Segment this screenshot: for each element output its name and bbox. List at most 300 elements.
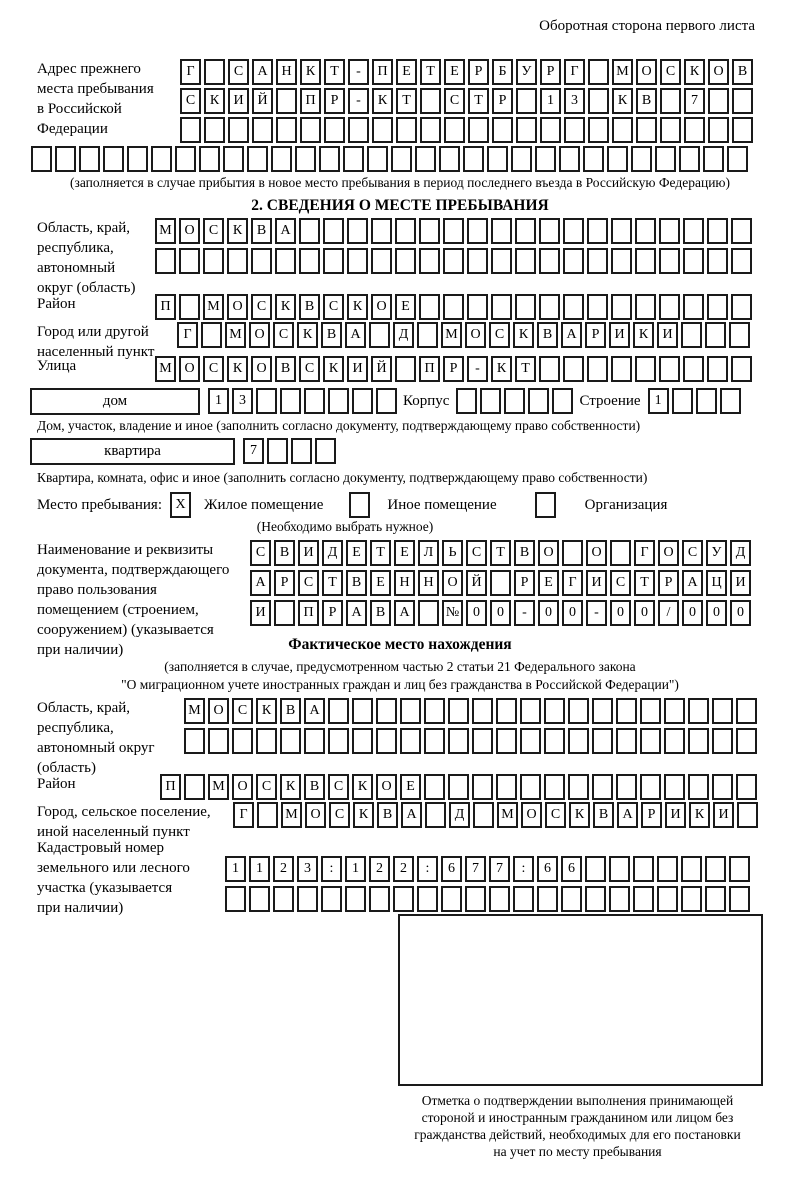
char-box bbox=[267, 438, 288, 464]
char-box: С bbox=[256, 774, 277, 800]
char-box bbox=[448, 774, 469, 800]
char-box bbox=[347, 218, 368, 244]
char-box: К bbox=[280, 774, 301, 800]
char-box: А bbox=[394, 600, 415, 626]
char-box: В bbox=[304, 774, 325, 800]
char-box: О bbox=[658, 540, 679, 566]
char-box bbox=[376, 388, 397, 414]
char-box bbox=[712, 774, 733, 800]
char-box bbox=[640, 698, 661, 724]
char-box bbox=[155, 248, 176, 274]
char-box: Р bbox=[324, 88, 345, 114]
char-box bbox=[204, 59, 225, 85]
char-box: Т bbox=[322, 570, 343, 596]
char-box: Ц bbox=[706, 570, 727, 596]
char-box bbox=[559, 146, 580, 172]
char-box: Г bbox=[634, 540, 655, 566]
char-box bbox=[297, 886, 318, 912]
char-box bbox=[127, 146, 148, 172]
char-box bbox=[705, 322, 726, 348]
char-box: И bbox=[298, 540, 319, 566]
char-box bbox=[441, 886, 462, 912]
char-box: М bbox=[184, 698, 205, 724]
char-box bbox=[424, 774, 445, 800]
char-box bbox=[511, 146, 532, 172]
char-box: Е bbox=[394, 540, 415, 566]
char-box: Е bbox=[346, 540, 367, 566]
char-box: К bbox=[204, 88, 225, 114]
char-box: 0 bbox=[682, 600, 703, 626]
actual-district-field bbox=[0, 774, 800, 800]
char-box bbox=[659, 294, 680, 320]
page-side-note: Оборотная сторона первого листа bbox=[539, 18, 755, 34]
char-box: 6 bbox=[561, 856, 582, 882]
char-box bbox=[291, 438, 312, 464]
char-box bbox=[544, 728, 565, 754]
char-box: И bbox=[657, 322, 678, 348]
char-box: Р bbox=[492, 88, 513, 114]
char-box: К bbox=[300, 59, 321, 85]
char-box bbox=[612, 117, 633, 143]
char-box bbox=[515, 294, 536, 320]
char-box: Е bbox=[395, 294, 416, 320]
char-box bbox=[496, 774, 517, 800]
char-box: 0 bbox=[706, 600, 727, 626]
char-box: С bbox=[323, 294, 344, 320]
char-box bbox=[587, 294, 608, 320]
char-box bbox=[443, 294, 464, 320]
char-box bbox=[659, 248, 680, 274]
stroenie-label: Строение bbox=[579, 393, 641, 409]
char-box bbox=[587, 218, 608, 244]
char-box: С bbox=[232, 698, 253, 724]
char-box bbox=[208, 728, 229, 754]
char-box: Г bbox=[564, 59, 585, 85]
char-box bbox=[655, 146, 676, 172]
char-box: Д bbox=[449, 802, 470, 828]
char-box bbox=[729, 856, 750, 882]
char-box: О bbox=[179, 218, 200, 244]
char-box: Р bbox=[585, 322, 606, 348]
char-box bbox=[419, 294, 440, 320]
document-rows bbox=[250, 540, 800, 626]
char-box: Т bbox=[370, 540, 391, 566]
char-box: П bbox=[155, 294, 176, 320]
char-box bbox=[707, 356, 728, 382]
char-box bbox=[395, 248, 416, 274]
char-box: О bbox=[249, 322, 270, 348]
char-box: С bbox=[251, 294, 272, 320]
apartment-caption: Квартира, комната, офис и иное (заполнить согласно документу, подтверждающему право собственности) bbox=[37, 470, 648, 485]
char-box: Р bbox=[274, 570, 295, 596]
actual-location-note: (заполняется в случае, предусмотренном частью 2 статьи 21 Федерального закона "О миграционном учете иностранных граждан и лиц без гражданства в Российской Федерации") bbox=[121, 659, 679, 692]
char-box bbox=[563, 218, 584, 244]
char-box: П bbox=[419, 356, 440, 382]
char-box bbox=[343, 146, 364, 172]
char-box bbox=[587, 248, 608, 274]
char-box bbox=[367, 146, 388, 172]
char-box: И bbox=[665, 802, 686, 828]
apartment-number-row bbox=[243, 438, 339, 464]
char-box: Р bbox=[322, 600, 343, 626]
char-box bbox=[635, 294, 656, 320]
char-box bbox=[681, 322, 702, 348]
char-box bbox=[592, 774, 613, 800]
char-box: К bbox=[227, 218, 248, 244]
char-box: Т bbox=[490, 540, 511, 566]
char-box: М bbox=[281, 802, 302, 828]
char-box bbox=[491, 294, 512, 320]
char-box: А bbox=[304, 698, 325, 724]
char-box: А bbox=[252, 59, 273, 85]
char-box: 0 bbox=[562, 600, 583, 626]
char-box: О bbox=[251, 356, 272, 382]
char-box bbox=[610, 540, 631, 566]
char-box bbox=[737, 802, 758, 828]
char-box bbox=[504, 388, 525, 414]
char-box: К bbox=[353, 802, 374, 828]
char-box: Г bbox=[177, 322, 198, 348]
char-box bbox=[419, 248, 440, 274]
char-box bbox=[611, 294, 632, 320]
char-box: С bbox=[180, 88, 201, 114]
char-box: А bbox=[617, 802, 638, 828]
char-box bbox=[280, 728, 301, 754]
char-box bbox=[467, 294, 488, 320]
city-field bbox=[0, 322, 800, 360]
char-box bbox=[688, 728, 709, 754]
char-box bbox=[393, 886, 414, 912]
char-box bbox=[585, 886, 606, 912]
char-box bbox=[225, 886, 246, 912]
char-box bbox=[539, 356, 560, 382]
char-box bbox=[563, 356, 584, 382]
char-box: О bbox=[232, 774, 253, 800]
char-box: Т bbox=[324, 59, 345, 85]
char-box: У bbox=[706, 540, 727, 566]
char-box: Р bbox=[658, 570, 679, 596]
char-box bbox=[611, 248, 632, 274]
char-box: О bbox=[305, 802, 326, 828]
char-box bbox=[563, 294, 584, 320]
region-label: Область, край, республика, автономный округ (область) bbox=[37, 220, 136, 296]
char-box: 0 bbox=[610, 600, 631, 626]
char-box: 6 bbox=[441, 856, 462, 882]
char-box bbox=[731, 218, 752, 244]
char-box bbox=[444, 117, 465, 143]
char-box bbox=[681, 886, 702, 912]
char-box: Н bbox=[418, 570, 439, 596]
cadastre-row-2 bbox=[225, 886, 800, 912]
char-box: О bbox=[208, 698, 229, 724]
char-box: А bbox=[346, 600, 367, 626]
char-box bbox=[520, 698, 541, 724]
char-box bbox=[528, 388, 549, 414]
city-label: Город или другой населенный пункт bbox=[37, 324, 155, 360]
char-box bbox=[720, 388, 741, 414]
char-box bbox=[463, 146, 484, 172]
char-box bbox=[276, 88, 297, 114]
actual-city-label: Город, сельское поселение, иной населенный пункт bbox=[37, 804, 211, 840]
char-box bbox=[635, 356, 656, 382]
char-box bbox=[472, 698, 493, 724]
document-label: Наименование и реквизиты документа, подтверждающего право пользования помещением (строением, сооружением) (указывается при наличии) bbox=[37, 542, 230, 658]
korpus-label: Корпус bbox=[403, 393, 450, 409]
char-box bbox=[179, 248, 200, 274]
char-box bbox=[664, 774, 685, 800]
char-box: О bbox=[538, 540, 559, 566]
char-box bbox=[151, 146, 172, 172]
char-box bbox=[731, 356, 752, 382]
char-box bbox=[247, 146, 268, 172]
char-box bbox=[184, 774, 205, 800]
prev-address-label: Адрес прежнего места пребывания в Российской Федерации bbox=[37, 61, 154, 137]
char-box: П bbox=[298, 600, 319, 626]
char-box: 3 bbox=[297, 856, 318, 882]
char-box: В bbox=[280, 698, 301, 724]
char-box bbox=[688, 774, 709, 800]
char-box bbox=[732, 117, 753, 143]
char-box bbox=[635, 218, 656, 244]
char-box bbox=[616, 728, 637, 754]
char-box bbox=[640, 728, 661, 754]
char-box bbox=[708, 117, 729, 143]
char-box bbox=[611, 218, 632, 244]
char-box: 7 bbox=[243, 438, 264, 464]
char-box bbox=[321, 886, 342, 912]
char-box bbox=[369, 886, 390, 912]
char-box bbox=[443, 218, 464, 244]
char-box bbox=[228, 117, 249, 143]
char-box bbox=[274, 600, 295, 626]
char-box bbox=[371, 218, 392, 244]
char-box: К bbox=[689, 802, 710, 828]
char-box: О bbox=[442, 570, 463, 596]
char-box bbox=[736, 774, 757, 800]
other-premises-checkbox bbox=[349, 492, 370, 518]
char-box: В bbox=[275, 356, 296, 382]
actual-region-rows bbox=[184, 698, 800, 754]
char-box: А bbox=[275, 218, 296, 244]
char-box bbox=[352, 698, 373, 724]
char-box bbox=[328, 728, 349, 754]
char-box: 1 bbox=[225, 856, 246, 882]
char-box bbox=[456, 388, 477, 414]
char-box bbox=[491, 218, 512, 244]
char-box bbox=[588, 117, 609, 143]
document-row-1 bbox=[250, 540, 800, 566]
char-box: Е bbox=[538, 570, 559, 596]
char-box: Е bbox=[370, 570, 391, 596]
char-box bbox=[703, 146, 724, 172]
char-box: Й bbox=[371, 356, 392, 382]
char-box: Г bbox=[233, 802, 254, 828]
char-box bbox=[249, 886, 270, 912]
char-box: М bbox=[441, 322, 462, 348]
char-box: О bbox=[371, 294, 392, 320]
char-box: М bbox=[612, 59, 633, 85]
char-box: О bbox=[227, 294, 248, 320]
char-box bbox=[681, 856, 702, 882]
district-label: Район bbox=[37, 296, 76, 312]
char-box bbox=[564, 117, 585, 143]
char-box bbox=[635, 248, 656, 274]
char-box bbox=[496, 698, 517, 724]
char-box bbox=[420, 117, 441, 143]
char-box bbox=[496, 728, 517, 754]
char-box bbox=[295, 146, 316, 172]
char-box bbox=[611, 356, 632, 382]
char-box bbox=[588, 59, 609, 85]
actual-city-field bbox=[0, 802, 800, 840]
char-box: Р bbox=[443, 356, 464, 382]
char-box: В bbox=[299, 294, 320, 320]
apartment-row bbox=[30, 438, 800, 465]
street-label: Улица bbox=[37, 358, 77, 374]
char-box bbox=[705, 886, 726, 912]
char-box: И bbox=[713, 802, 734, 828]
char-box: В bbox=[593, 802, 614, 828]
char-box bbox=[472, 728, 493, 754]
char-box bbox=[395, 356, 416, 382]
char-box: С bbox=[228, 59, 249, 85]
char-box bbox=[396, 117, 417, 143]
char-box bbox=[371, 248, 392, 274]
char-box: - bbox=[586, 600, 607, 626]
char-box: Ь bbox=[442, 540, 463, 566]
char-box: В bbox=[346, 570, 367, 596]
char-box bbox=[420, 88, 441, 114]
char-box: - bbox=[348, 59, 369, 85]
organization-option-label: Организация bbox=[584, 497, 668, 513]
char-box: 1 bbox=[345, 856, 366, 882]
char-box bbox=[276, 117, 297, 143]
char-box bbox=[552, 388, 573, 414]
char-box bbox=[727, 146, 748, 172]
cadastre-row-1 bbox=[225, 856, 800, 882]
char-box bbox=[203, 248, 224, 274]
char-box bbox=[204, 117, 225, 143]
char-box bbox=[516, 117, 537, 143]
char-box: К bbox=[297, 322, 318, 348]
char-box: : bbox=[321, 856, 342, 882]
char-box: И bbox=[730, 570, 751, 596]
char-box: Н bbox=[276, 59, 297, 85]
char-box: - bbox=[514, 600, 535, 626]
prev-address-rows bbox=[180, 59, 800, 143]
char-box bbox=[347, 248, 368, 274]
char-box: Т bbox=[515, 356, 536, 382]
district-row bbox=[155, 294, 800, 320]
char-box: 7 bbox=[489, 856, 510, 882]
char-box: Г bbox=[180, 59, 201, 85]
char-box bbox=[561, 886, 582, 912]
char-box: С bbox=[203, 218, 224, 244]
char-box bbox=[657, 856, 678, 882]
char-box bbox=[729, 886, 750, 912]
district-field bbox=[0, 294, 800, 320]
char-box bbox=[562, 540, 583, 566]
actual-district-label: Район bbox=[37, 776, 76, 792]
char-box: М bbox=[155, 218, 176, 244]
char-box bbox=[448, 698, 469, 724]
prev-address-field bbox=[0, 59, 800, 143]
char-box: : bbox=[513, 856, 534, 882]
char-box bbox=[391, 146, 412, 172]
prev-address-row-1 bbox=[180, 59, 800, 85]
char-box: С bbox=[203, 356, 224, 382]
cadastre-rows bbox=[225, 838, 800, 912]
char-box: 0 bbox=[466, 600, 487, 626]
char-box: П bbox=[160, 774, 181, 800]
char-box bbox=[736, 698, 757, 724]
char-box bbox=[659, 218, 680, 244]
char-box bbox=[473, 802, 494, 828]
char-box: К bbox=[256, 698, 277, 724]
char-box: Д bbox=[393, 322, 414, 348]
char-box: С bbox=[545, 802, 566, 828]
char-box bbox=[345, 886, 366, 912]
char-box: 2 bbox=[369, 856, 390, 882]
stay-type-label: Место пребывания: bbox=[37, 497, 162, 513]
char-box bbox=[609, 886, 630, 912]
char-box: М bbox=[203, 294, 224, 320]
char-box bbox=[563, 248, 584, 274]
char-box: И bbox=[609, 322, 630, 348]
char-box bbox=[544, 774, 565, 800]
char-box bbox=[103, 146, 124, 172]
stay-type-row bbox=[37, 492, 800, 518]
char-box: С bbox=[328, 774, 349, 800]
char-box: М bbox=[208, 774, 229, 800]
char-box: - bbox=[348, 88, 369, 114]
char-box bbox=[659, 356, 680, 382]
char-box bbox=[256, 728, 277, 754]
char-box: К bbox=[633, 322, 654, 348]
char-box bbox=[31, 146, 52, 172]
char-box: 6 bbox=[537, 856, 558, 882]
char-box: В bbox=[377, 802, 398, 828]
char-box: В bbox=[732, 59, 753, 85]
char-box bbox=[679, 146, 700, 172]
char-box: О bbox=[465, 322, 486, 348]
char-box bbox=[490, 570, 511, 596]
char-box bbox=[592, 698, 613, 724]
char-box bbox=[271, 146, 292, 172]
char-box: Е bbox=[396, 59, 417, 85]
char-box bbox=[520, 774, 541, 800]
char-box: К bbox=[323, 356, 344, 382]
char-box bbox=[425, 802, 446, 828]
char-box bbox=[299, 248, 320, 274]
char-box bbox=[516, 88, 537, 114]
char-box: С bbox=[660, 59, 681, 85]
char-box bbox=[683, 218, 704, 244]
char-box: О bbox=[586, 540, 607, 566]
char-box bbox=[633, 886, 654, 912]
house-type-box: дом bbox=[30, 388, 200, 415]
char-box: - bbox=[467, 356, 488, 382]
char-box bbox=[684, 117, 705, 143]
char-box: 7 bbox=[465, 856, 486, 882]
char-box: И bbox=[586, 570, 607, 596]
char-box bbox=[732, 88, 753, 114]
char-box bbox=[515, 248, 536, 274]
char-box: 0 bbox=[538, 600, 559, 626]
char-box: О bbox=[179, 356, 200, 382]
char-box bbox=[731, 248, 752, 274]
region-row-2 bbox=[155, 248, 800, 274]
